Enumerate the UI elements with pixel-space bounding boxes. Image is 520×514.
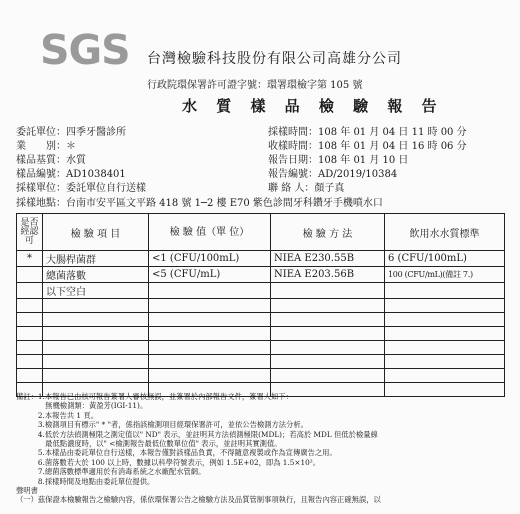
col-header-accredited: 是否經認可 [17, 214, 43, 251]
note-line: 8.採樣時間及地點由委託單位提供。 [16, 476, 155, 486]
cell-item [43, 313, 149, 327]
table-row [17, 369, 505, 383]
cell-item [43, 327, 149, 341]
cell-method: NIEA E230.55B [271, 251, 385, 267]
cell-value [149, 341, 271, 355]
note-line: 5.本樣品由委託單位自行送樣，本報告僅對該樣品負責，不得隨意複製或作為宣傳廣告之用。 [16, 448, 337, 458]
info-report-number: 報告編號：AD/2019/10384 [268, 169, 398, 180]
cell-method [271, 341, 385, 355]
table-row [17, 251, 505, 267]
info-client: 委託單位：四季牙醫診所 [16, 127, 126, 138]
cell-accredited [17, 341, 43, 355]
cell-standard [385, 355, 505, 369]
cell-accredited [17, 283, 43, 299]
col-header-method: 檢 驗 方 法 [271, 214, 385, 251]
note-line: 7.總菌落數標準適用於有消毒系統之水廠配水管網。 [16, 467, 206, 477]
cell-accredited: * [17, 251, 43, 267]
table-row [17, 267, 505, 283]
company-name: 台灣檢驗科技股份有限公司高雄分公司 [147, 51, 402, 67]
cell-method: NIEA E203.56B [271, 267, 385, 283]
table-row [17, 313, 505, 327]
cell-standard [385, 369, 505, 383]
cell-item: 總菌落數 [43, 267, 149, 283]
cell-standard [385, 299, 505, 313]
info-sampling-location: 採樣地點：台南市安平區文平路 418 號 1─2 樓 E70 紫色診間牙科鑽牙手機噴水口 [16, 198, 383, 209]
info-report-date: 報告日期：108 年 01 月 10 日 [268, 155, 409, 166]
cell-method [271, 327, 385, 341]
cell-standard [385, 327, 505, 341]
cell-standard [385, 313, 505, 327]
cell-accredited [17, 327, 43, 341]
note-line: 4.低於方法偵測極限之測定值以" ND" 表示，並註明其方法偵測極限(MDL)；若高於 MDL 但低於檢量線 [16, 429, 378, 439]
table-row [17, 355, 505, 369]
cell-method [271, 283, 385, 299]
note-line: 最低點濃度時，以" <檢測報告最低位數單位值" 表示，並註明其實測值。 [16, 439, 282, 449]
col-header-item: 檢 驗 項 目 [43, 214, 149, 251]
info-industry: 業 別：＊ [16, 141, 76, 152]
cell-method [271, 355, 385, 369]
cell-standard [385, 383, 505, 397]
cell-value: <1 (CFU/100mL) [149, 251, 271, 267]
note-line: （一）茲保證本檢驗報告之檢驗內容，係依環保署公告之檢驗方法及品質管制事項執行，且報告內容正確無誤，以 [16, 495, 381, 505]
table-header-row [17, 214, 505, 251]
cell-accredited [17, 299, 43, 313]
cell-accredited [17, 369, 43, 383]
cell-standard [385, 341, 505, 355]
cell-value [149, 327, 271, 341]
cell-value [149, 369, 271, 383]
note-line: 無機檢測類：黃盈芳(IGI-11)。 [16, 401, 148, 411]
sgs-logo: SGS [40, 26, 130, 74]
cell-accredited [17, 267, 43, 283]
cell-item [43, 299, 149, 313]
note-line: 6.菌落數若大於 100 以上時，數據以科學符號表示，例如 1.5E+02，即為 1.5×10²。 [16, 457, 321, 467]
license-number: 行政院環保署許可證字號：環署環檢字第 105 號 [147, 80, 363, 91]
cell-standard: 100 (CFU/mL)(備註 7.) [385, 267, 505, 283]
col-header-standard: 飲用水水質標準 [385, 214, 505, 251]
cell-value: <5 (CFU/mL) [149, 267, 271, 283]
cell-accredited [17, 313, 43, 327]
cell-accredited [17, 355, 43, 369]
cell-value [149, 299, 271, 313]
cell-item [43, 355, 149, 369]
notes-section [16, 392, 381, 505]
info-sampling-unit: 採樣單位：委託單位自行送樣 [16, 183, 146, 194]
info-matrix: 樣品基質：水質 [16, 155, 86, 166]
note-line: 2.本報告共 1 頁。 [16, 410, 98, 420]
table-row [17, 327, 505, 341]
cell-item: 大腸桿菌群 [43, 251, 149, 267]
results-table [16, 213, 505, 397]
cell-method [271, 313, 385, 327]
cell-value [149, 355, 271, 369]
cell-standard [385, 283, 505, 299]
cell-method [271, 299, 385, 313]
cell-value [149, 313, 271, 327]
info-sampling-time: 採樣時間：108 年 01 月 04 日 11 時 00 分 [268, 127, 467, 138]
table-row [17, 341, 505, 355]
info-sample-id: 樣品編號：AD1038401 [16, 169, 126, 180]
note-line: 3.檢測項目有標示" * "者，係指該檢測項目經環保署許可，並依公告檢測方法分析。 [16, 420, 308, 430]
table-row [17, 299, 505, 313]
info-contact: 聯 絡 人：顏子真 [268, 183, 345, 194]
cell-item [43, 369, 149, 383]
note-line: 聲明書 [16, 486, 38, 496]
cell-item [43, 341, 149, 355]
cell-value [149, 283, 271, 299]
cell-item: 以下空白 [43, 283, 149, 299]
report-title: 水 質 樣 品 檢 驗 報 告 [182, 97, 444, 115]
info-receive-time: 收樣時間：108 年 01 月 04 日 16 時 06 分 [268, 141, 467, 152]
table-row [17, 283, 505, 299]
cell-method [271, 369, 385, 383]
cell-standard: 6 (CFU/100mL) [385, 251, 505, 267]
note-line: 備註：1.本報告已由核可報告簽署人審核無誤，並簽署於內部報告文件，簽署人如下： [16, 392, 293, 401]
col-header-value: 檢 驗 值（單 位） [149, 214, 271, 251]
